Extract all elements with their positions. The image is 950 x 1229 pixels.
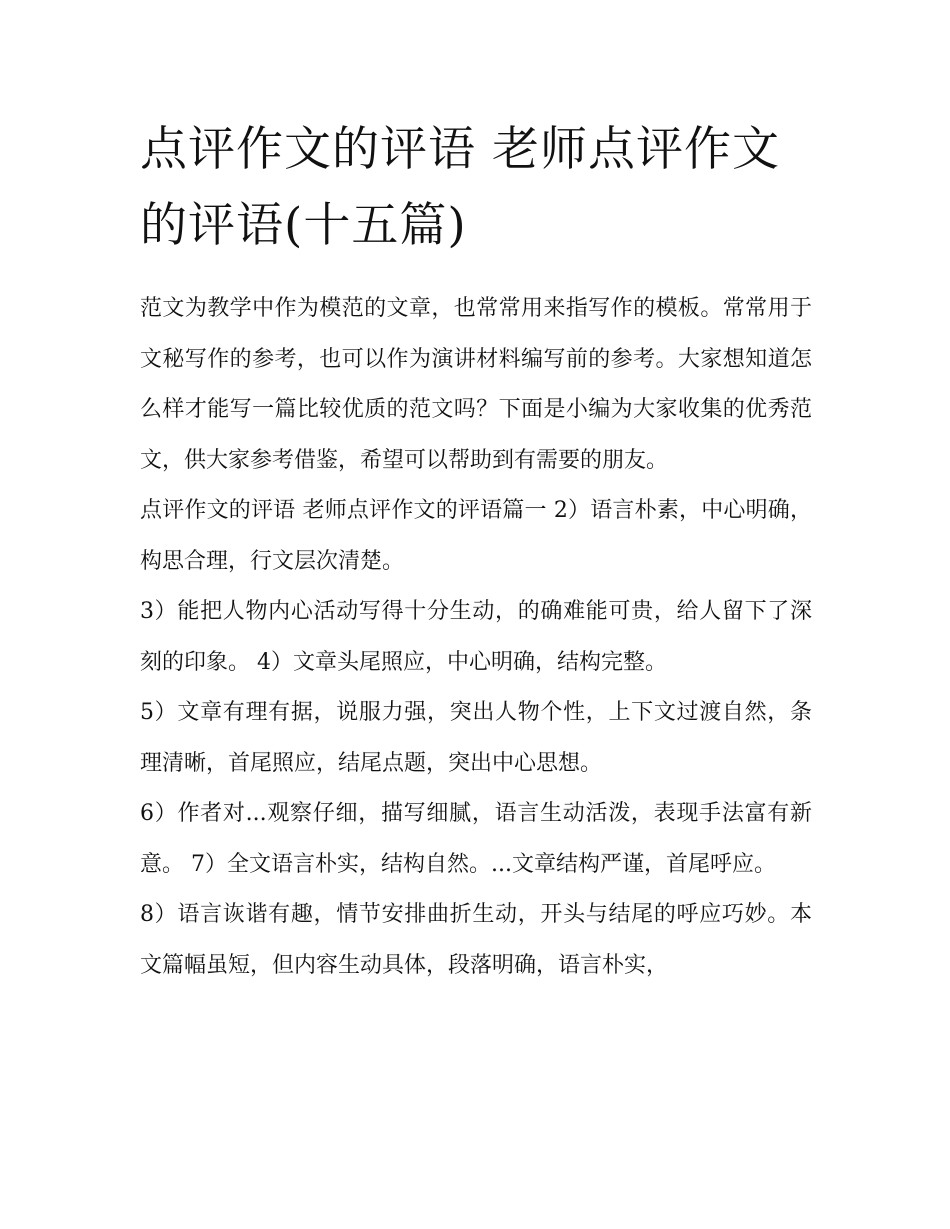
document-page <box>140 112 812 991</box>
paragraph-comment-5: 5）文章有理有据，说服力强，突出人物个性，上下文过渡自然，条理清晰，首尾照应，结尾点题，突出中心思想。 <box>140 700 812 776</box>
paragraph-comment-8: 8）语言诙谐有趣，情节安排曲折生动，开头与结尾的呼应巧妙。本文篇幅虽短，但内容生动具体，段落明确，语言朴实， <box>140 902 812 978</box>
paragraph-intro: 范文为教学中作为模范的文章，也常常用来指写作的模板。常常用于文秘写作的参考，也可以作为演讲材料编写前的参考。大家想知道怎么样才能写一篇比较优质的范文吗？下面是小编为大家收集的优秀范文，供大家参考借鉴，希望可以帮助到有需要的朋友。 <box>140 296 812 473</box>
document-title: 点评作文的评语 老师点评作文的评语(十五篇) <box>140 122 780 253</box>
paragraph-comment-3-4: 3）能把人物内心活动写得十分生动，的确难能可贵，给人留下了深刻的印象。 4）文章头尾照应，中心明确，结构完整。 <box>140 599 812 675</box>
paragraph-comment-2: 点评作文的评语 老师点评作文的评语篇一 2）语言朴素，中心明确，构思合理，行文层次清楚。 <box>140 498 812 574</box>
paragraph-comment-6-7: 6）作者对...观察仔细，描写细腻，语言生动活泼，表现手法富有新意。 7）全文语言朴实，结构自然。...文章结构严谨，首尾呼应。 <box>140 801 812 877</box>
